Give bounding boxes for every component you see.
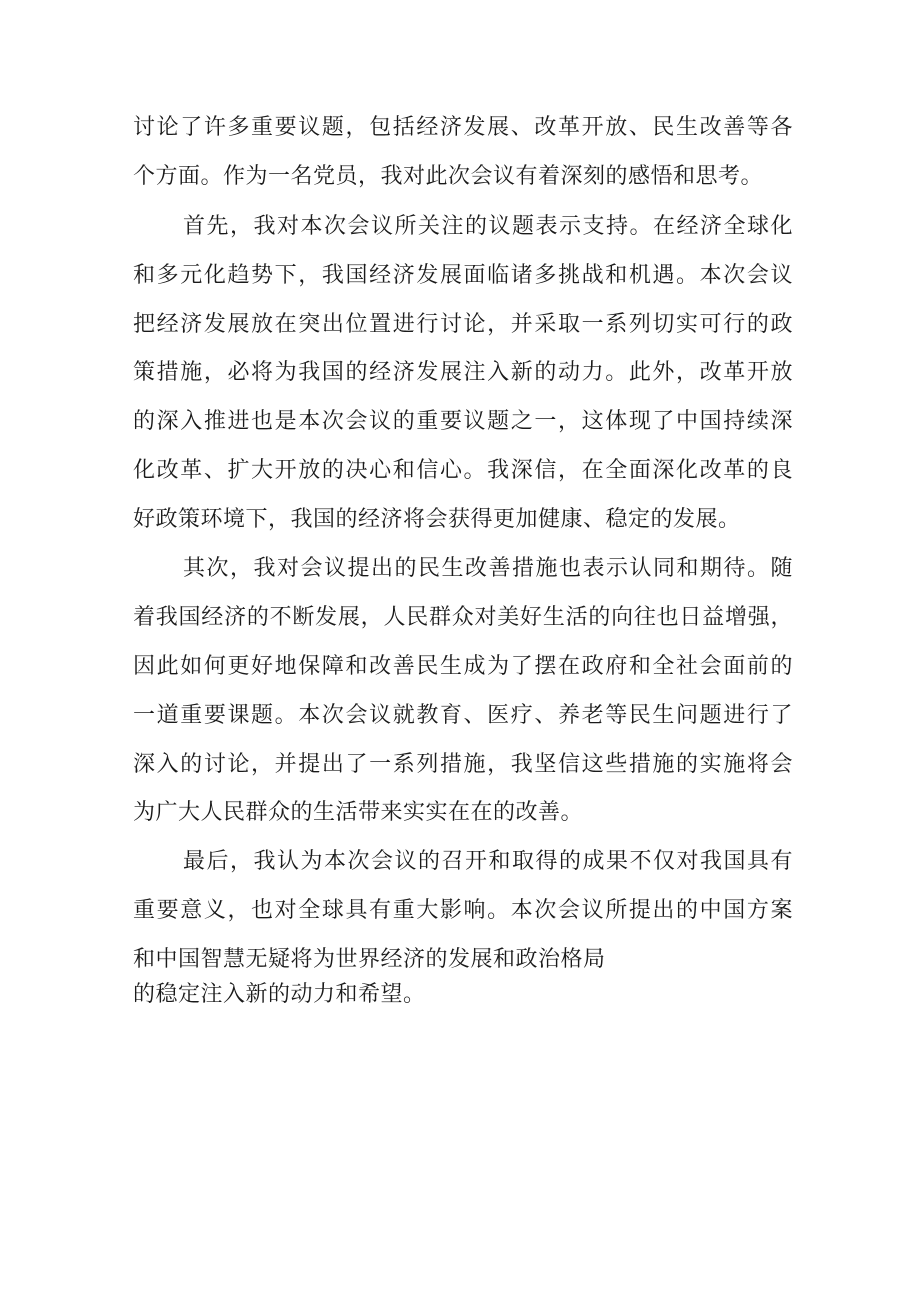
paragraph-first-line: 其次，我对会议提出的民生改善措施也表示认同和期待。随 [183,556,793,581]
text-line: 和中国智慧无疑将为世界经济的发展和政治格局 [133,947,606,972]
text-line: 个方面。作为一名党员，我对此次会议有着深刻的感悟和思考。 [133,164,764,189]
paragraph-first-line: 首先，我对本次会议所关注的议题表示支持。在经济全球化 [183,214,793,239]
text-line: 一道重要课题。本次会议就教育、医疗、养老等民生问题进行了 [133,703,793,728]
text-line: 把经济发展放在突出位置进行讨论，并采取一系列切实可行的政 [133,312,793,337]
text-line: 化改革、扩大开放的决心和信心。我深信，在全面深化改革的良 [133,458,793,483]
text-line: 为广大人民群众的生活带来实实在在的改善。 [133,800,584,825]
text-line: 好政策环境下，我国的经济将会获得更加健康、稳定的发展。 [133,507,741,532]
text-line: 着我国经济的不断发展，人民群众对美好生活的向往也日益增强， [133,605,793,630]
text-line: 策措施，必将为我国的经济发展注入新的动力。此外，改革开放 [133,360,793,385]
paragraph-first-line: 最后，我认为本次会议的召开和取得的成果不仅对我国具有 [183,849,793,874]
text-line: 重要意义，也对全球具有重大影响。本次会议所提出的中国方案 [133,898,793,923]
text-line: 因此如何更好地保障和改善民生成为了摆在政府和全社会面前的 [133,654,793,679]
text-line: 和多元化趋势下，我国经济发展面临诸多挑战和机遇。本次会议 [133,263,793,288]
text-line: 的深入推进也是本次会议的重要议题之一，这体现了中国持续深 [133,409,793,434]
text-line: 讨论了许多重要议题，包括经济发展、改革开放、民生改善等各 [133,115,793,140]
text-line: 深入的讨论，并提出了一系列措施，我坚信这些措施的实施将会 [133,752,793,777]
text-line: 的稳定注入新的动力和希望。 [133,982,426,1007]
